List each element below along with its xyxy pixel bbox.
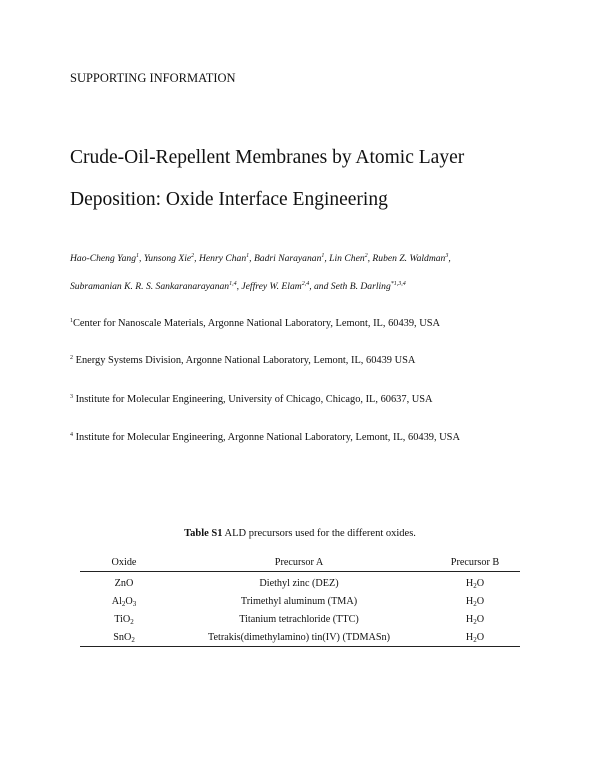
author: Jeffrey W. Elam$^{2,4}$, and	[241, 281, 331, 292]
precursor-b-cell: $H_2O$	[465, 613, 485, 626]
precursor-b-cell: $H_2O$	[465, 595, 485, 608]
author: Badri Narayanan$^1$,	[253, 253, 330, 264]
column-header-precursor-a: Precursor A	[168, 554, 430, 572]
author: Subramanian K. R. S. Sankaranarayanan$^{1,4}$,	[70, 281, 242, 292]
affiliation-4: $^4$ Institute for Molecular Engineering, Argonne National Laboratory, Lemont, IL, 60439, USA	[70, 432, 460, 443]
supporting-information-label: SUPPORTING INFORMATION	[70, 71, 236, 85]
column-header-oxide: Oxide	[80, 554, 168, 572]
oxide-cell: ZnO	[114, 577, 134, 589]
oxide-cell: TiO$_2$	[114, 613, 134, 626]
precursor-b-cell: $H_2O$	[430, 628, 520, 647]
author: Yunsong Xie$^2$,	[143, 253, 199, 264]
table-header-row	[80, 554, 520, 572]
author: Lin Chen$^2$,	[329, 253, 373, 264]
table-row	[80, 610, 520, 628]
author: Ruben Z. Waldman$^3$,	[372, 253, 451, 264]
column-header-precursor-b: Precursor B	[430, 554, 520, 572]
precursor-a-cell: Tetrakis(dimethylamino) tin(IV) (TDMASn)	[168, 628, 430, 647]
precursor-b-cell: $H_2O$	[465, 577, 485, 590]
precursor-table	[80, 554, 520, 647]
table-row	[80, 592, 520, 610]
precursor-a-cell: Titanium tetrachloride (TTC)	[239, 613, 359, 625]
table-row	[80, 572, 520, 593]
affiliation-1: $^1$Center for Nanoscale Materials, Argonne National Laboratory, Lemont, IL, 60439, USA	[70, 318, 441, 329]
authors-line-1	[70, 253, 451, 264]
author: Seth B. Darling$^{*1,3,4}$	[330, 281, 406, 292]
table-caption	[0, 528, 600, 539]
affiliation-2: $^2$ Energy Systems Division, Argonne National Laboratory, Lemont, IL, 60439 USA	[70, 355, 416, 366]
table-caption-label: Table S1	[184, 528, 223, 539]
author: Hao-Cheng Yang$^1$,	[70, 253, 144, 264]
oxide-cell: $Al_2O_3$	[111, 595, 137, 608]
oxide-cell: SnO$_2$	[80, 628, 168, 647]
paper-title-line-1: Crude-Oil-Repellent Membranes by Atomic Layer	[70, 147, 465, 168]
precursor-a-cell: Diethyl zinc (DEZ)	[259, 577, 339, 589]
affiliation-3: $^3$ Institute for Molecular Engineering, University of Chicago, Chicago, IL, 60637, USA	[70, 394, 433, 405]
authors-line-2	[70, 281, 406, 292]
table-caption-text: ALD precursors used for the different oxides.	[222, 528, 416, 539]
precursor-a-cell: Trimethyl aluminum (TMA)	[240, 595, 358, 607]
paper-title-line-2: Deposition: Oxide Interface Engineering	[70, 189, 388, 210]
author: Henry Chan$^1$,	[198, 253, 254, 264]
table-row	[80, 628, 520, 647]
